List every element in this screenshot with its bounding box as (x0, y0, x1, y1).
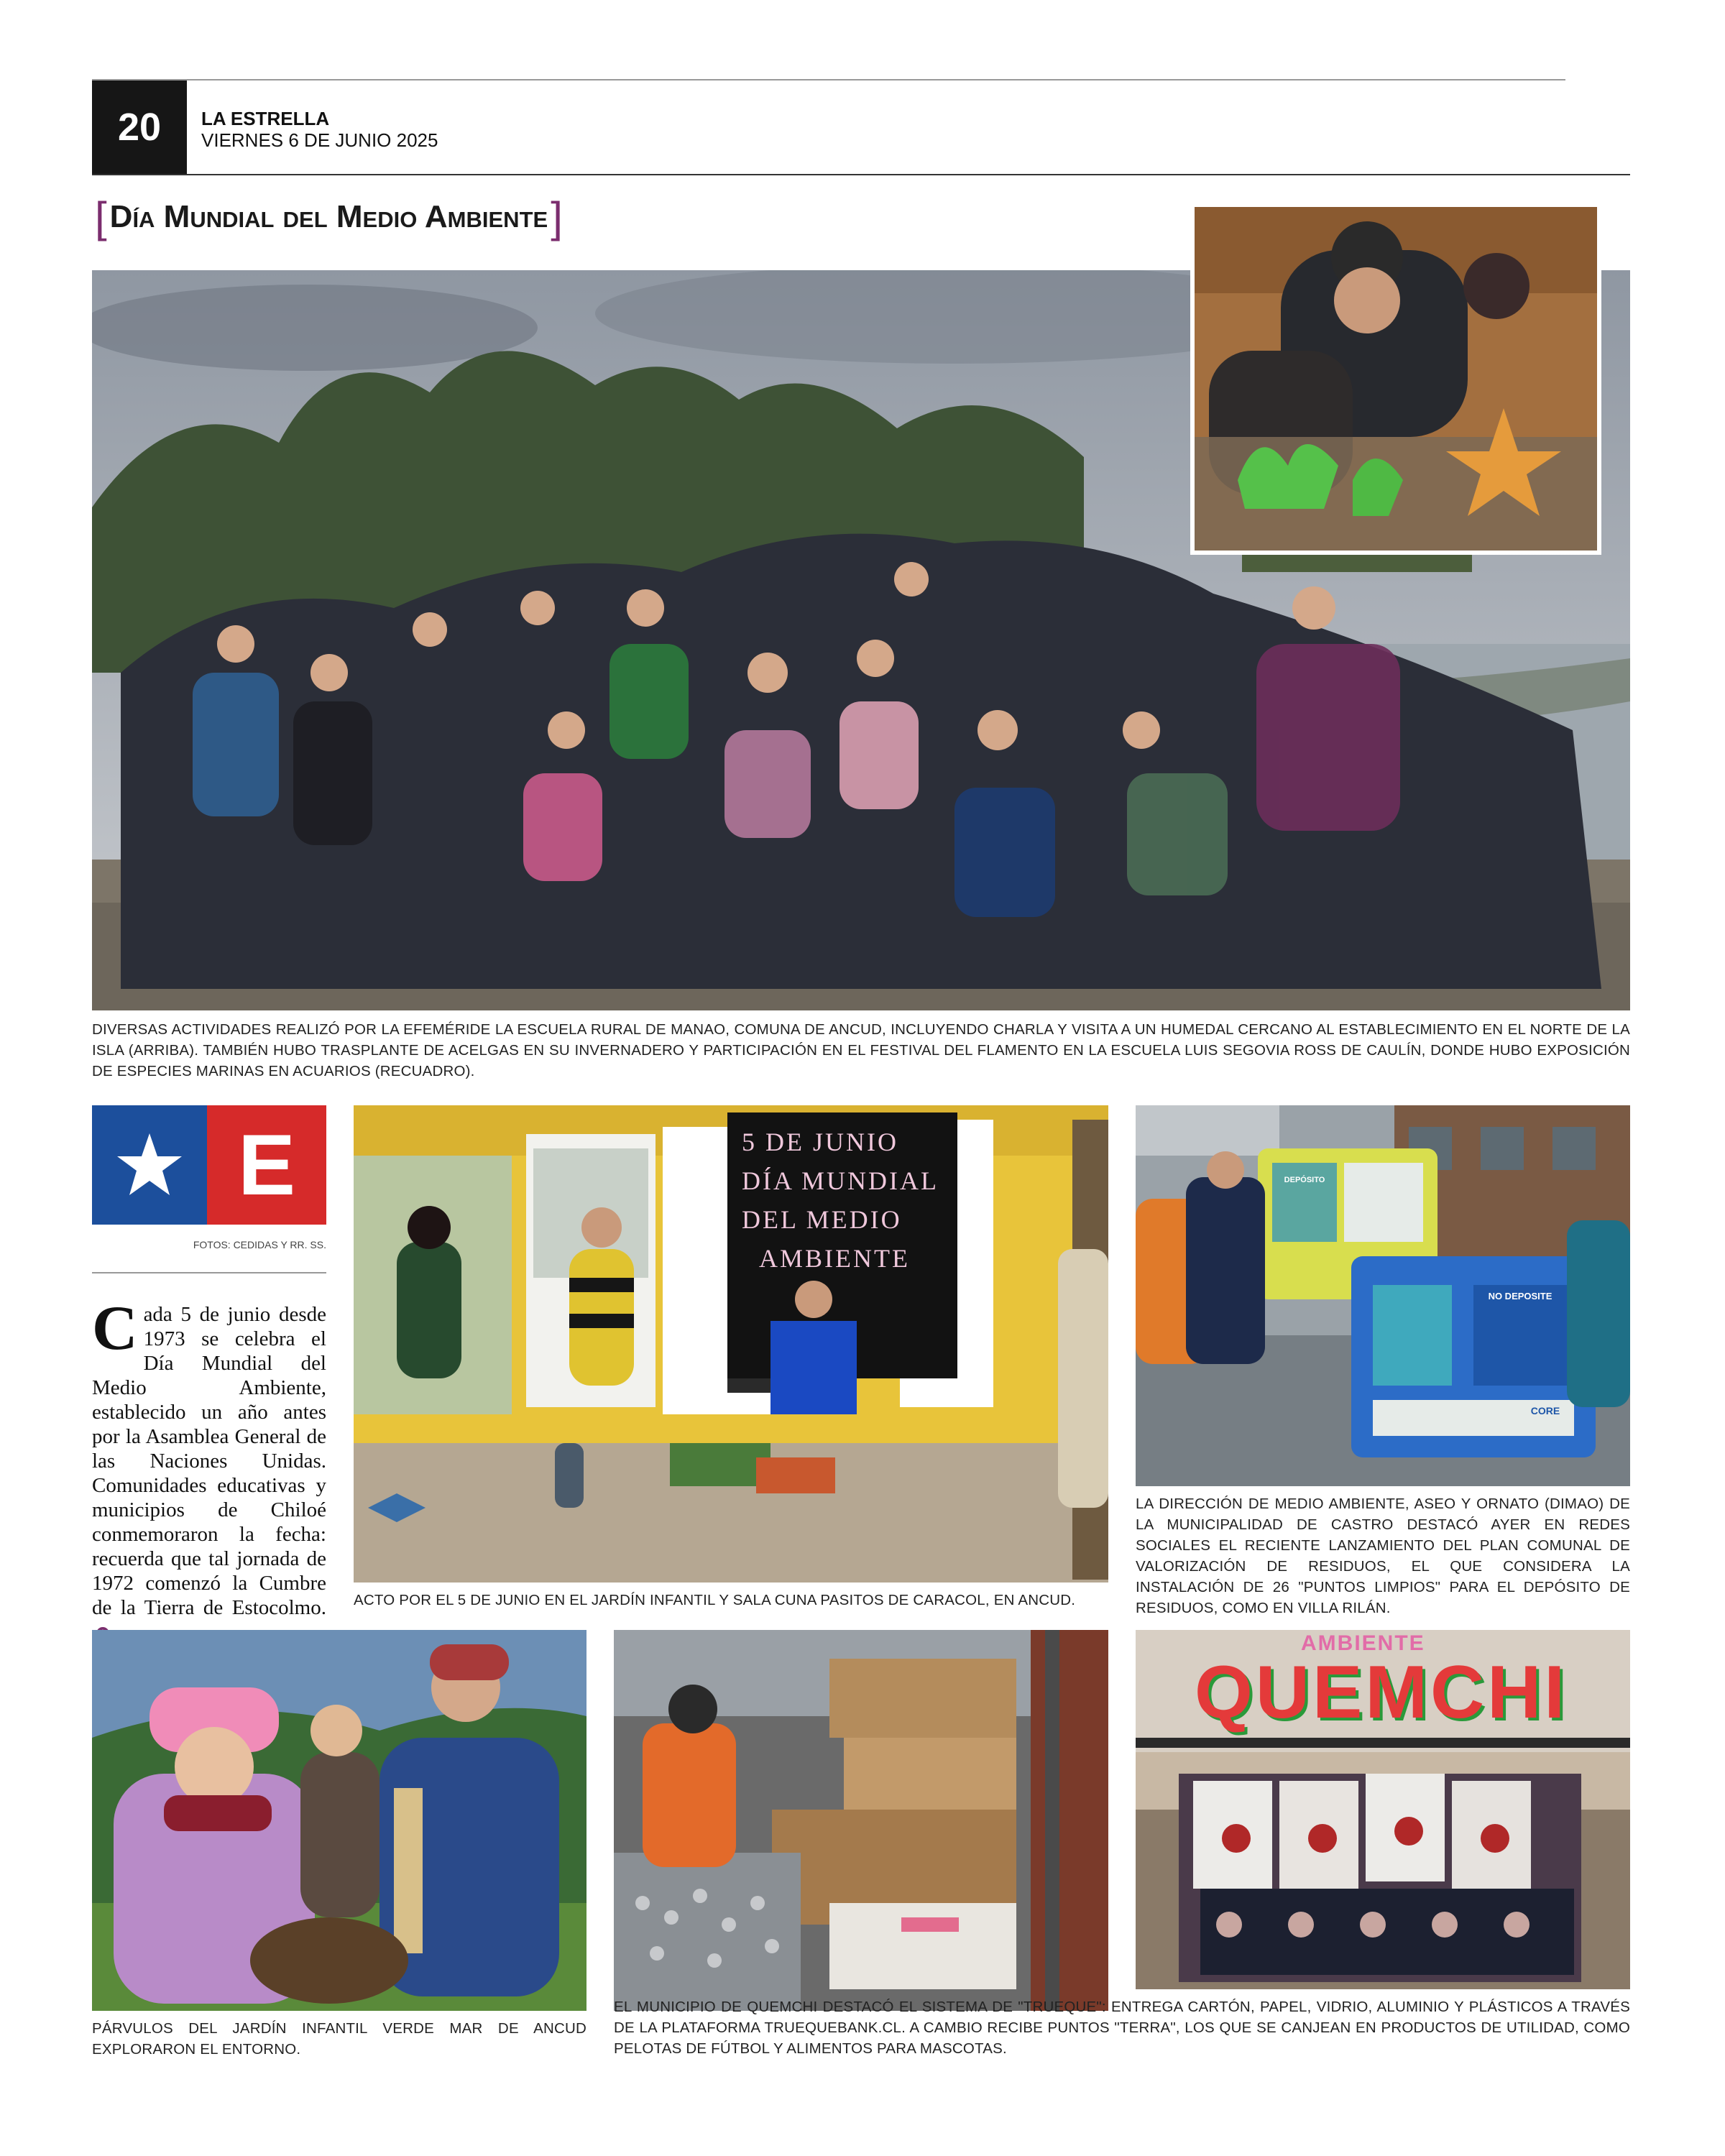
page-number: 20 (92, 80, 187, 174)
issue-date: VIERNES 6 DE JUNIO 2025 (201, 129, 438, 151)
bracket-close: ] (551, 193, 563, 241)
banner-line-3: DEL MEDIO (742, 1205, 902, 1234)
castro-caption: LA DIRECCIÓN DE MEDIO AMBIENTE, ASEO Y ORNATO (DIMAO) DE LA MUNICIPALIDAD DE CASTRO DESTACÓ AYER EN REDES SOCIALES EL RECIENTE LANZAMIENTO DEL PLAN COMUNAL DE VALORIZACIÓN DE RESIDUOS, EL QUE CONSIDERA LA INSTALACIÓN DE 26 "PUNTOS LIMPIOS" PARA EL DEPÓSITO DE RESIDUOS, COMO EN VILLA RILÁN. (1136, 1496, 1630, 1616)
bin-blue-label: NO DEPOSITE (1488, 1291, 1552, 1302)
newspaper-name: LA ESTRELLA (201, 108, 330, 129)
quemchi-sign: QUEMCHI (1195, 1651, 1568, 1734)
newspaper-logo (92, 1105, 326, 1225)
toddlers-photo (92, 1630, 586, 2011)
star-icon (92, 1105, 207, 1225)
header-rule (92, 174, 1630, 175)
credit-rule (92, 1272, 326, 1273)
lead-paragraph (92, 1294, 326, 1644)
quemchi-recycling-photo (614, 1630, 1108, 2011)
banner-line-1: 5 DE JUNIO (742, 1128, 898, 1156)
kindergarten-caption: ACTO POR EL 5 DE JUNIO EN EL JARDÍN INFANTIL Y SALA CUNA PASITOS DE CARACOL, EN ANCUD. (354, 1592, 1076, 1608)
bin-green-label: DEPÓSITO (1284, 1176, 1325, 1184)
lead-text: ada 5 de junio desde 1973 se celebra el Día Mundial del Medio Ambiente, establecido un año antes por la Asamblea General de las Naciones Unidas. Comunidades educativas y municipios de Chiloé conmemoraron la fecha: recuerda que tal jornada de 1972 comenzó la Cumbre de la Tierra de Estocolmo. (92, 1303, 326, 1619)
kindergarten-banner (742, 1123, 957, 1278)
quemchi-caption: EL MUNICIPIO DE QUEMCHI DESTACÓ EL SISTEMA DE "TRUEQUE": ENTREGA CARTÓN, PAPEL, VIDRIO, ALUMINIO Y PLÁSTICOS A TRAVÉS DE LA PLATAFORMA TRUEQUEBANK.CL. A CAMBIO RECIBE PUNTOS "TERRA", LOS QUE SE CANJEAN EN PRODUCTOS DE UTILIDAD, COMO PELOTAS DE FÚTBOL Y ALIMENTOS PARA MASCOTAS. (614, 1999, 1630, 2057)
section-title-text: Día Mundial del Medio Ambiente (109, 199, 548, 234)
section-title (92, 195, 566, 239)
photo-credit: FOTOS: CEDIDAS Y RR. SS. (193, 1239, 326, 1250)
logo-letter: E (207, 1105, 326, 1225)
quemchi-sign-top: AMBIENTE (1301, 1631, 1425, 1655)
inset-photo-starfish (1190, 203, 1601, 555)
banner-line-4: AMBIENTE (759, 1244, 910, 1273)
main-photo-caption: DIVERSAS ACTIVIDADES REALIZÓ POR LA EFEMÉRIDE LA ESCUELA RURAL DE MANAO, COMUNA DE ANCUD, INCLUYENDO CHARLA Y VISITA A UN HUMEDAL CERCANO AL ESTABLECIMIENTO EN EL NORTE DE LA ISLA (ARRIBA). TAMBIÉN HUBO TRASPLANTE DE ACELGAS EN SU INVERNADERO Y PARTICIPACIÓN EN EL FESTIVAL DEL FLAMENTO EN LA ESCUELA LUIS SEGOVIA ROSS DE CAULÍN, DONDE HUBO EXPOSICIÓN DE ESPECIES MARINAS EN ACUARIOS (RECUADRO). (92, 1021, 1630, 1079)
bracket-open: [ (95, 193, 107, 241)
bin-core-label: CORE (1530, 1405, 1560, 1416)
drop-cap: C (92, 1294, 138, 1363)
kindergarten-photo (354, 1105, 1108, 1583)
toddlers-caption: PÁRVULOS DEL JARDÍN INFANTIL VERDE MAR DE ANCUD EXPLORARON EL ENTORNO. (92, 2020, 586, 2058)
banner-line-2: DÍA MUNDIAL (742, 1166, 939, 1195)
top-rule (92, 79, 1565, 80)
